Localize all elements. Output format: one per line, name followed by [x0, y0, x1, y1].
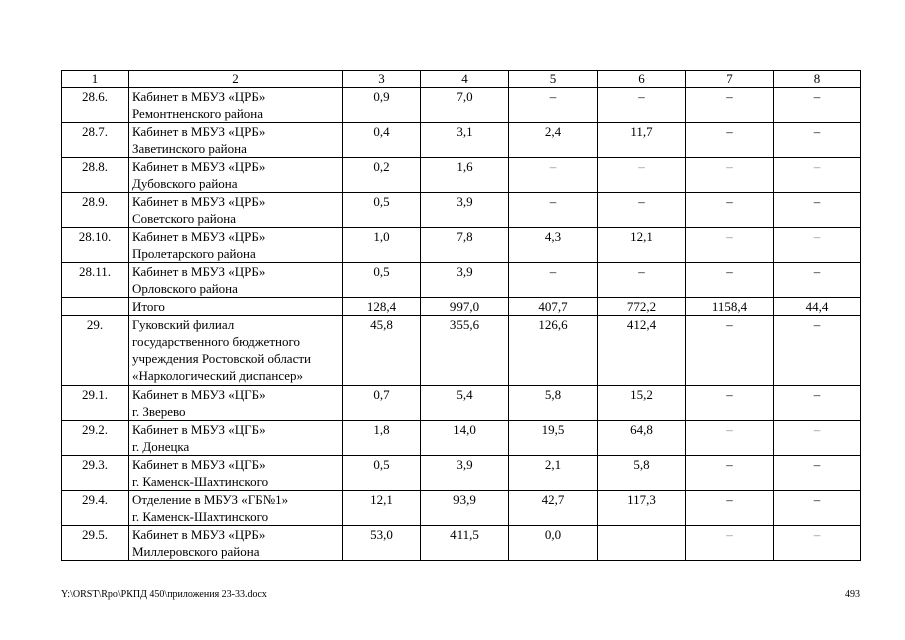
value-cell-3: 0,7	[343, 386, 421, 421]
value-cell-3: 0,5	[343, 456, 421, 491]
table-row	[62, 456, 861, 491]
value-cell-8: –	[774, 456, 861, 491]
value-cell-4: 93,9	[421, 491, 509, 526]
value-cell-6: –	[598, 193, 686, 228]
value-cell-5: 5,8	[509, 386, 598, 421]
table-header-row	[62, 71, 861, 88]
value-cell-4: 997,0	[421, 298, 509, 316]
table-row	[62, 491, 861, 526]
row-name-cell	[129, 526, 343, 561]
value-cell-6: 11,7	[598, 123, 686, 158]
value-cell-3: 0,4	[343, 123, 421, 158]
value-cell-7: –	[686, 421, 774, 456]
table-row	[62, 386, 861, 421]
value-cell-8: –	[774, 386, 861, 421]
value-cell-3: 1,8	[343, 421, 421, 456]
table-row	[62, 526, 861, 561]
row-number-cell: 29.2.	[62, 421, 129, 456]
value-cell-3: 45,8	[343, 316, 421, 386]
value-cell-8: –	[774, 316, 861, 386]
value-cell-5: –	[509, 193, 598, 228]
value-cell-6: 117,3	[598, 491, 686, 526]
value-cell-3: 0,5	[343, 193, 421, 228]
row-name-line: г. Каменск-Шахтинского	[132, 474, 269, 489]
value-cell-4: 1,6	[421, 158, 509, 193]
row-number-cell: 28.7.	[62, 123, 129, 158]
row-name-line: Кабинет в МБУЗ «ЦРБ»	[132, 264, 266, 279]
row-name-line: государственного бюджетного	[132, 334, 300, 349]
value-cell-4: 355,6	[421, 316, 509, 386]
footer-page-number: 493	[845, 589, 860, 600]
row-name-line: Заветинского района	[132, 141, 247, 156]
row-number-cell: 28.8.	[62, 158, 129, 193]
row-number-cell	[62, 298, 129, 316]
row-number-cell: 28.6.	[62, 88, 129, 123]
row-name-line: г. Донецка	[132, 439, 190, 454]
table-row	[62, 421, 861, 456]
row-name-cell	[129, 193, 343, 228]
row-name-line: г. Зверево	[132, 404, 186, 419]
value-cell-5: –	[509, 88, 598, 123]
value-cell-5: 2,4	[509, 123, 598, 158]
value-cell-4: 3,1	[421, 123, 509, 158]
value-cell-7: –	[686, 386, 774, 421]
value-cell-8: –	[774, 193, 861, 228]
value-cell-6: 412,4	[598, 316, 686, 386]
value-cell-8: –	[774, 263, 861, 298]
value-cell-7: –	[686, 193, 774, 228]
row-name-line: г. Каменск-Шахтинского	[132, 509, 269, 524]
header-cell: 7	[686, 71, 774, 88]
value-cell-5: 4,3	[509, 228, 598, 263]
value-cell-8: –	[774, 228, 861, 263]
value-cell-5: –	[509, 263, 598, 298]
value-cell-6	[598, 526, 686, 561]
value-cell-3: 12,1	[343, 491, 421, 526]
value-cell-5: 2,1	[509, 456, 598, 491]
table-row	[62, 298, 861, 316]
row-name-line: Кабинет в МБУЗ «ЦРБ»	[132, 124, 266, 139]
value-cell-5: 0,0	[509, 526, 598, 561]
table-row	[62, 193, 861, 228]
value-cell-8: –	[774, 158, 861, 193]
value-cell-4: 3,9	[421, 193, 509, 228]
value-cell-8: –	[774, 88, 861, 123]
row-number-cell: 29.	[62, 316, 129, 386]
header-cell: 2	[129, 71, 343, 88]
row-name-line: Орловского района	[132, 281, 238, 296]
value-cell-7: –	[686, 158, 774, 193]
row-name-cell	[129, 316, 343, 386]
row-name-line: Отделение в МБУЗ «ГБ№1»	[132, 492, 289, 507]
value-cell-5: 126,6	[509, 316, 598, 386]
row-name-line: Миллеровского района	[132, 544, 260, 559]
row-number-cell: 28.10.	[62, 228, 129, 263]
row-name-cell	[129, 456, 343, 491]
value-cell-6: –	[598, 158, 686, 193]
value-cell-7: –	[686, 456, 774, 491]
row-name-line: Кабинет в МБУЗ «ЦРБ»	[132, 159, 266, 174]
row-name-line: Итого	[132, 299, 165, 314]
value-cell-4: 7,0	[421, 88, 509, 123]
value-cell-7: 1158,4	[686, 298, 774, 316]
row-name-line: Кабинет в МБУЗ «ЦРБ»	[132, 194, 266, 209]
value-cell-4: 5,4	[421, 386, 509, 421]
value-cell-7: –	[686, 316, 774, 386]
row-name-cell	[129, 88, 343, 123]
row-name-cell	[129, 491, 343, 526]
value-cell-5: 42,7	[509, 491, 598, 526]
value-cell-7: –	[686, 526, 774, 561]
row-name-line: «Наркологический диспансер»	[132, 368, 304, 383]
header-cell: 5	[509, 71, 598, 88]
value-cell-7: –	[686, 263, 774, 298]
row-name-line: Кабинет в МБУЗ «ЦГБ»	[132, 422, 266, 437]
value-cell-3: 53,0	[343, 526, 421, 561]
table-row	[62, 228, 861, 263]
value-cell-3: 128,4	[343, 298, 421, 316]
row-name-line: Кабинет в МБУЗ «ЦГБ»	[132, 387, 266, 402]
row-number-cell: 29.4.	[62, 491, 129, 526]
value-cell-4: 3,9	[421, 456, 509, 491]
value-cell-3: 0,9	[343, 88, 421, 123]
value-cell-5: –	[509, 158, 598, 193]
row-name-line: Дубовского района	[132, 176, 238, 191]
value-cell-4: 14,0	[421, 421, 509, 456]
table-row	[62, 316, 861, 386]
row-name-line: Пролетарского района	[132, 246, 256, 261]
value-cell-8: –	[774, 421, 861, 456]
row-name-cell	[129, 421, 343, 456]
row-number-cell: 28.11.	[62, 263, 129, 298]
header-cell: 1	[62, 71, 129, 88]
data-table	[61, 70, 861, 561]
value-cell-6: 64,8	[598, 421, 686, 456]
row-number-cell: 28.9.	[62, 193, 129, 228]
value-cell-4: 7,8	[421, 228, 509, 263]
row-name-cell	[129, 228, 343, 263]
value-cell-5: 407,7	[509, 298, 598, 316]
row-name-line: учреждения Ростовской области	[132, 351, 311, 366]
header-cell: 8	[774, 71, 861, 88]
value-cell-7: –	[686, 123, 774, 158]
row-name-line: Гуковский филиал	[132, 317, 235, 332]
table-row	[62, 88, 861, 123]
row-number-cell: 29.1.	[62, 386, 129, 421]
value-cell-8: –	[774, 491, 861, 526]
value-cell-7: –	[686, 228, 774, 263]
row-name-line: Кабинет в МБУЗ «ЦРБ»	[132, 527, 266, 542]
row-name-line: Советского района	[132, 211, 236, 226]
row-name-line: Кабинет в МБУЗ «ЦГБ»	[132, 457, 266, 472]
row-name-cell	[129, 158, 343, 193]
row-number-cell: 29.5.	[62, 526, 129, 561]
value-cell-8: 44,4	[774, 298, 861, 316]
value-cell-5: 19,5	[509, 421, 598, 456]
value-cell-6: 15,2	[598, 386, 686, 421]
row-name-cell	[129, 386, 343, 421]
value-cell-3: 0,5	[343, 263, 421, 298]
row-number-cell: 29.3.	[62, 456, 129, 491]
footer-file-path: Y:\ORST\Rpo\РКПД 450\приложения 23-33.docx	[61, 589, 267, 600]
table-row	[62, 158, 861, 193]
value-cell-6: –	[598, 88, 686, 123]
row-name-cell	[129, 298, 343, 316]
value-cell-8: –	[774, 123, 861, 158]
header-cell: 6	[598, 71, 686, 88]
header-cell: 4	[421, 71, 509, 88]
value-cell-7: –	[686, 88, 774, 123]
value-cell-7: –	[686, 491, 774, 526]
row-name-line: Кабинет в МБУЗ «ЦРБ»	[132, 89, 266, 104]
value-cell-3: 1,0	[343, 228, 421, 263]
value-cell-6: 5,8	[598, 456, 686, 491]
table-row	[62, 123, 861, 158]
value-cell-4: 3,9	[421, 263, 509, 298]
row-name-cell	[129, 123, 343, 158]
row-name-cell	[129, 263, 343, 298]
header-cell: 3	[343, 71, 421, 88]
row-name-line: Кабинет в МБУЗ «ЦРБ»	[132, 229, 266, 244]
value-cell-8: –	[774, 526, 861, 561]
table-row	[62, 263, 861, 298]
value-cell-3: 0,2	[343, 158, 421, 193]
value-cell-6: –	[598, 263, 686, 298]
value-cell-4: 411,5	[421, 526, 509, 561]
value-cell-6: 772,2	[598, 298, 686, 316]
row-name-line: Ремонтненского района	[132, 106, 264, 121]
value-cell-6: 12,1	[598, 228, 686, 263]
